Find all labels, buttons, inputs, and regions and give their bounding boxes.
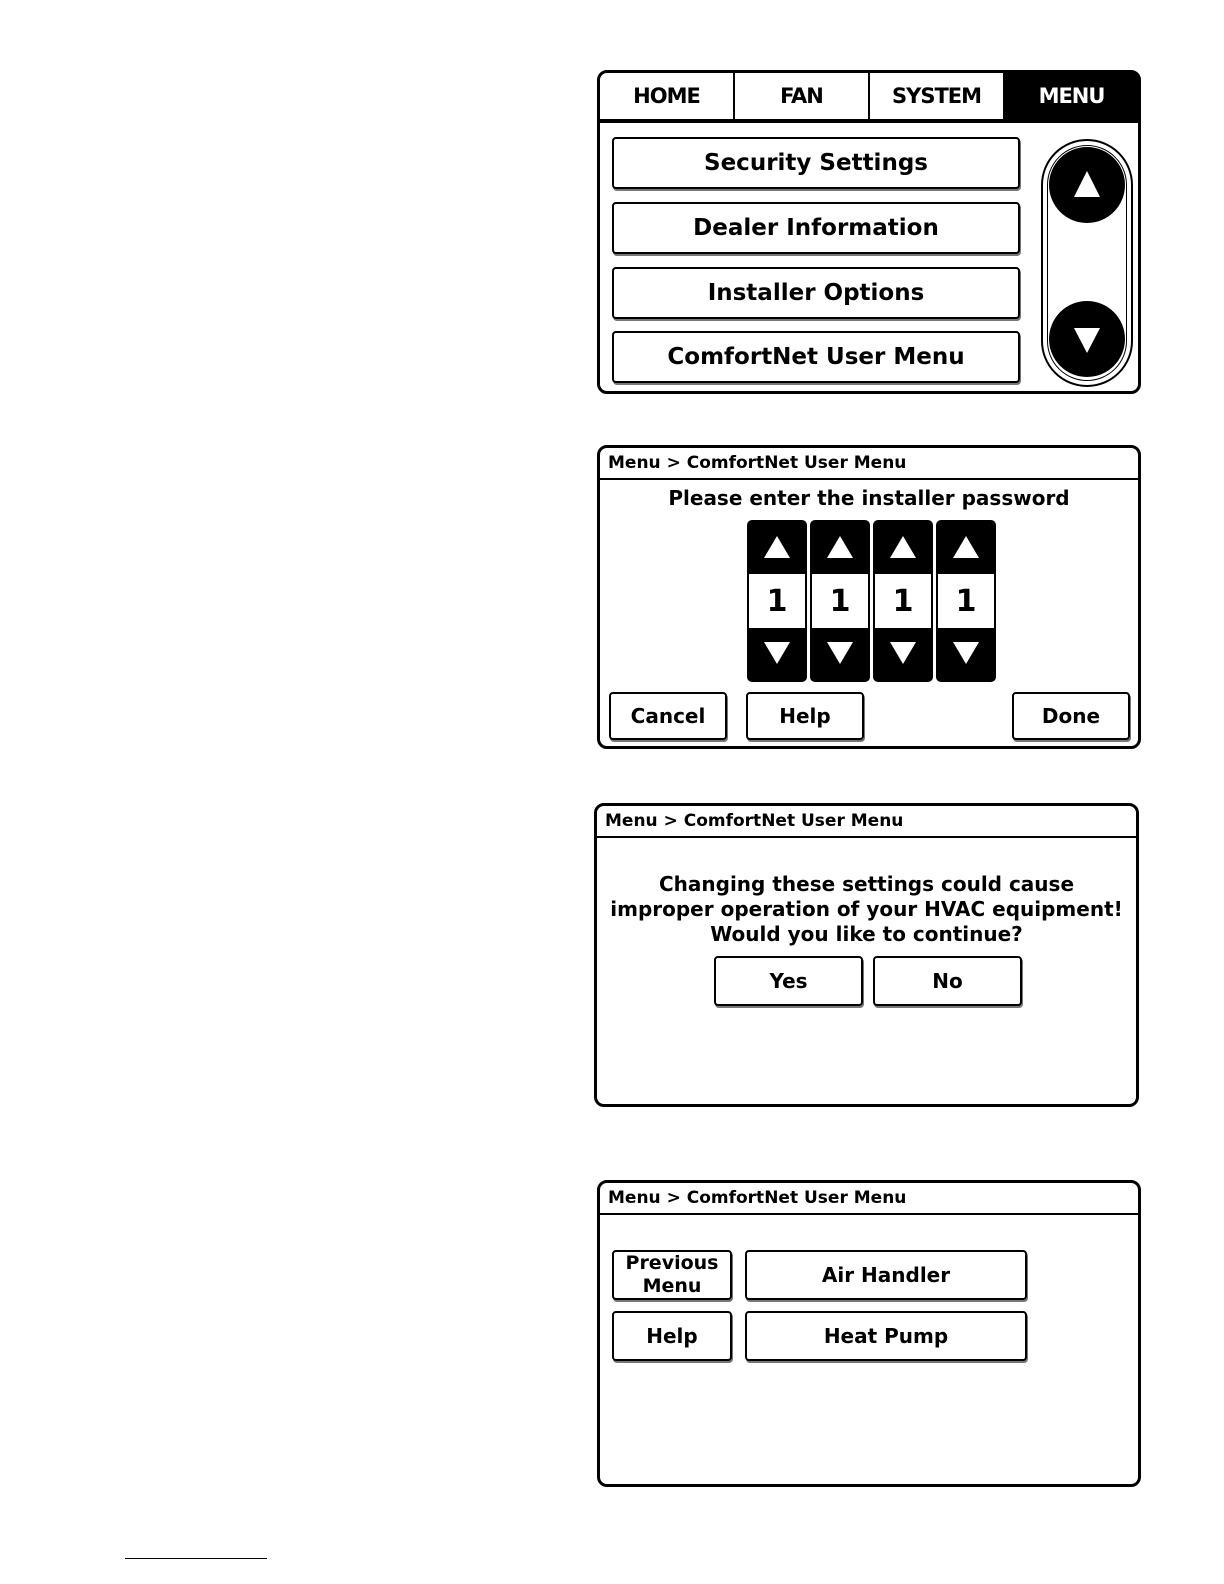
digit-1-value: 1 xyxy=(749,574,805,628)
tab-fan[interactable]: FAN xyxy=(735,73,870,119)
triangle-down-icon xyxy=(764,642,790,664)
no-button[interactable]: No xyxy=(873,956,1022,1006)
security-settings-button[interactable]: Security Settings xyxy=(612,137,1020,189)
digit-spinner-2 xyxy=(810,520,870,682)
yes-button[interactable]: Yes xyxy=(714,956,863,1006)
triangle-down-icon xyxy=(827,642,853,664)
air-handler-button[interactable]: Air Handler xyxy=(745,1250,1027,1300)
previous-menu-button[interactable] xyxy=(612,1250,732,1300)
done-button[interactable]: Done xyxy=(1012,692,1130,740)
password-prompt: Please enter the installer password xyxy=(668,486,1070,510)
triangle-up-icon xyxy=(764,536,790,558)
scroll-track xyxy=(1041,139,1133,387)
triangle-down-icon xyxy=(1049,301,1125,377)
digit-1-up-button[interactable] xyxy=(747,520,807,574)
digit-3-down-button[interactable] xyxy=(873,628,933,682)
digit-spinner-1 xyxy=(747,520,807,682)
warning-message: Changing these settings could cause improper operation of your HVAC equipment! Would you like to continue? xyxy=(610,872,1123,946)
digit-4-down-button[interactable] xyxy=(936,628,996,682)
triangle-down-icon xyxy=(890,642,916,664)
breadcrumb: Menu > ComfortNet User Menu xyxy=(597,806,1136,838)
installer-options-button[interactable]: Installer Options xyxy=(612,267,1020,319)
digit-4-value: 1 xyxy=(938,574,994,628)
footnote-divider xyxy=(125,1558,267,1559)
previous-menu-label-line2: Menu xyxy=(642,1275,702,1297)
warning-screen xyxy=(594,803,1139,1107)
breadcrumb: Menu > ComfortNet User Menu xyxy=(600,448,1138,480)
digit-3-value: 1 xyxy=(875,574,931,628)
help-button[interactable]: Help xyxy=(612,1311,732,1361)
heat-pump-button[interactable]: Heat Pump xyxy=(745,1311,1027,1361)
tab-home[interactable]: HOME xyxy=(600,73,735,119)
comfortnet-menu-screen xyxy=(597,1180,1141,1487)
digit-1-down-button[interactable] xyxy=(747,628,807,682)
scroll-down-button[interactable] xyxy=(1049,301,1125,377)
previous-menu-label-line1: Previous xyxy=(625,1252,719,1274)
digit-2-up-button[interactable] xyxy=(810,520,870,574)
tab-bar xyxy=(600,73,1138,123)
comfortnet-user-menu-button[interactable]: ComfortNet User Menu xyxy=(612,331,1020,383)
triangle-up-icon xyxy=(953,536,979,558)
digit-spinner-4 xyxy=(936,520,996,682)
dealer-information-button[interactable]: Dealer Information xyxy=(612,202,1020,254)
digit-2-down-button[interactable] xyxy=(810,628,870,682)
digit-spinner-3 xyxy=(873,520,933,682)
digit-4-up-button[interactable] xyxy=(936,520,996,574)
digit-2-value: 1 xyxy=(812,574,868,628)
password-screen xyxy=(597,445,1141,749)
breadcrumb: Menu > ComfortNet User Menu xyxy=(600,1183,1138,1215)
tab-menu[interactable]: MENU xyxy=(1005,73,1138,119)
triangle-up-icon xyxy=(1049,147,1125,223)
triangle-down-icon xyxy=(953,642,979,664)
triangle-up-icon xyxy=(890,536,916,558)
main-menu-screen xyxy=(597,70,1141,394)
cancel-button[interactable]: Cancel xyxy=(609,692,727,740)
triangle-up-icon xyxy=(827,536,853,558)
digit-3-up-button[interactable] xyxy=(873,520,933,574)
help-button[interactable]: Help xyxy=(746,692,864,740)
tab-system[interactable]: SYSTEM xyxy=(870,73,1005,119)
scroll-up-button[interactable] xyxy=(1049,147,1125,223)
